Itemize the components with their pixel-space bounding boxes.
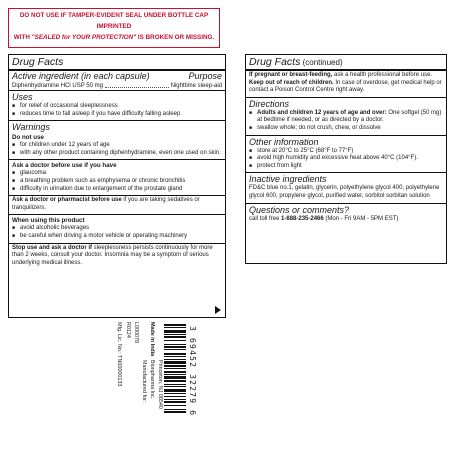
when-using-item: ■ be careful when driving a motor vehicle or operating machinery <box>9 233 225 241</box>
made-in-text: Made in India <box>149 322 155 357</box>
barcode-bar <box>164 389 186 392</box>
barcode-bar <box>164 376 186 379</box>
directions-item: ■ Adults and children 12 years of age and over: One softgel (50 mg) at bedtime if needed, or as directed by a doctor. <box>246 110 446 125</box>
barcode-digits: 3 69452 32279 6 <box>188 326 197 417</box>
barcode-bar <box>164 409 186 410</box>
distributor-line: Princeton, NJ 08540 <box>157 360 163 409</box>
barcode-bar <box>164 346 186 348</box>
barcode-bar <box>164 361 186 364</box>
ask-pharmacist-text: Ask a doctor or pharmacist before use if you are taking sedatives or tranquilizers. <box>12 197 200 211</box>
active-ingredient-header: Active ingredient (in each capsule) Purpose <box>12 71 222 81</box>
other-information-item: ■ protect from light <box>246 163 446 171</box>
barcode-bar <box>164 401 186 403</box>
drug-facts-continued-title: Drug Facts (continued) <box>249 56 343 68</box>
ask-doctor-heading: Ask a doctor before use if you have <box>12 162 117 170</box>
uses-item: ■ for relief of occasional sleeplessness <box>9 103 225 111</box>
drug-facts-title: Drug Facts <box>12 56 64 68</box>
tamper-warning-line2: WITH "SEALED for YOUR PROTECTION" IS BROKEN OR MISSING. <box>13 34 215 41</box>
other-information-item: ■ avoid high humidity and excessive heat above 40°C (104°F). <box>246 155 446 163</box>
warnings-heading: Warnings <box>12 122 50 133</box>
keep-out-of-reach: Keep out of reach of children. In case of overdose, get medical help or contact a Poison Control Centre right away. <box>249 79 442 94</box>
when-using-heading: When using this product <box>12 217 85 225</box>
barcode-bar <box>164 327 186 328</box>
lot-code: L000078 <box>133 322 139 343</box>
barcode-bar <box>164 356 186 357</box>
ask-doctor-item: ■ glaucoma <box>9 170 225 178</box>
barcode-bar <box>164 411 186 413</box>
barcode-bar <box>164 380 186 382</box>
directions-heading: Directions <box>249 98 290 109</box>
barcode-bar <box>164 384 186 385</box>
barcode-bar <box>164 396 186 397</box>
barcode-bar <box>164 334 186 335</box>
inactive-ingredients-text: FD&C blue no.1, gelatin, glycerin, polyethylene glycol 400, polyethylene glycol 600, propylene glycol, purified water, sorbitol sorbitan solution <box>249 185 440 199</box>
do-not-use-item: ■ with any other product containing diphenhydramine, even one used on skin. <box>9 150 225 158</box>
uses-item: ■ reduces time to fall asleep if you have difficulty falling asleep <box>9 111 225 119</box>
barcode-bar <box>164 374 186 375</box>
stop-use-text: Stop use and ask a doctor if sleeplessness persists continuously for more than 2 weeks, consult your doctor. Insomnia may be a symptom of serious underlying medical illness. <box>12 244 213 266</box>
tamper-warning-line1: DO NOT USE IF TAMPER-EVIDENT SEAL UNDER BOTTLE CAP IMPRINTED <box>19 12 209 30</box>
when-using-item: ■ avoid alcoholic beverages <box>9 225 225 233</box>
questions-heading: Questions or comments? <box>249 204 350 215</box>
barcode-bar <box>164 393 186 394</box>
barcode-bar <box>164 349 186 350</box>
questions-phone-line: call toll free 1-888-235-2466 (Mon - Fri 9AM - 5PM EST) <box>249 215 399 222</box>
drug-facts-panel-right <box>245 54 447 264</box>
drug-facts-panel-left <box>8 54 226 318</box>
do-not-use-heading: Do not use <box>12 134 44 142</box>
barcode-bar <box>164 353 186 355</box>
mfg-license-text: Mfg. Lic. No.: TN00000133 <box>116 322 122 387</box>
barcode-bar <box>164 371 186 373</box>
distributor-line: Manufactured for: <box>141 360 147 403</box>
barcode-bar <box>164 359 186 360</box>
inactive-ingredients-heading: Inactive ingredients <box>249 174 327 185</box>
distributor-line: Bionpharma Inc. <box>149 360 155 400</box>
batch-date-code: R0124 <box>125 322 131 338</box>
uses-heading: Uses <box>12 92 33 102</box>
barcode-bar <box>164 344 186 345</box>
continued-arrow-icon <box>215 306 221 314</box>
ask-doctor-item: ■ a breathing problem such as emphysema or chronic bronchitis <box>9 178 225 186</box>
barcode-bar <box>164 324 186 326</box>
other-information-heading: Other information <box>249 136 319 147</box>
ask-doctor-item: ■ difficulty in urination due to enlargement of the prostate gland <box>9 186 225 194</box>
barcode-bar <box>164 336 186 338</box>
do-not-use-item: ■ for children under 12 years of age <box>9 142 225 150</box>
barcode-bar <box>164 386 186 387</box>
barcode-bar <box>164 399 186 400</box>
directions-item: ■ swallow whole; do not crush, chew, or dissolve <box>246 125 446 133</box>
active-ingredient-row: Diphenhydramine HCl USP 50 mg Nighttime sleep-aid <box>12 83 222 89</box>
barcode-bar <box>164 365 186 367</box>
pregnancy-warning: If pregnant or breast-feeding, ask a health professional before use. <box>249 72 433 78</box>
barcode-bar <box>164 330 186 333</box>
other-information-item: ■ store at 20°C to 25°C (68°F to 77°F) <box>246 148 446 156</box>
barcode-bar <box>164 405 186 406</box>
barcode-bar <box>164 368 186 369</box>
tamper-warning-box <box>8 8 220 48</box>
barcode-bar <box>164 340 186 341</box>
